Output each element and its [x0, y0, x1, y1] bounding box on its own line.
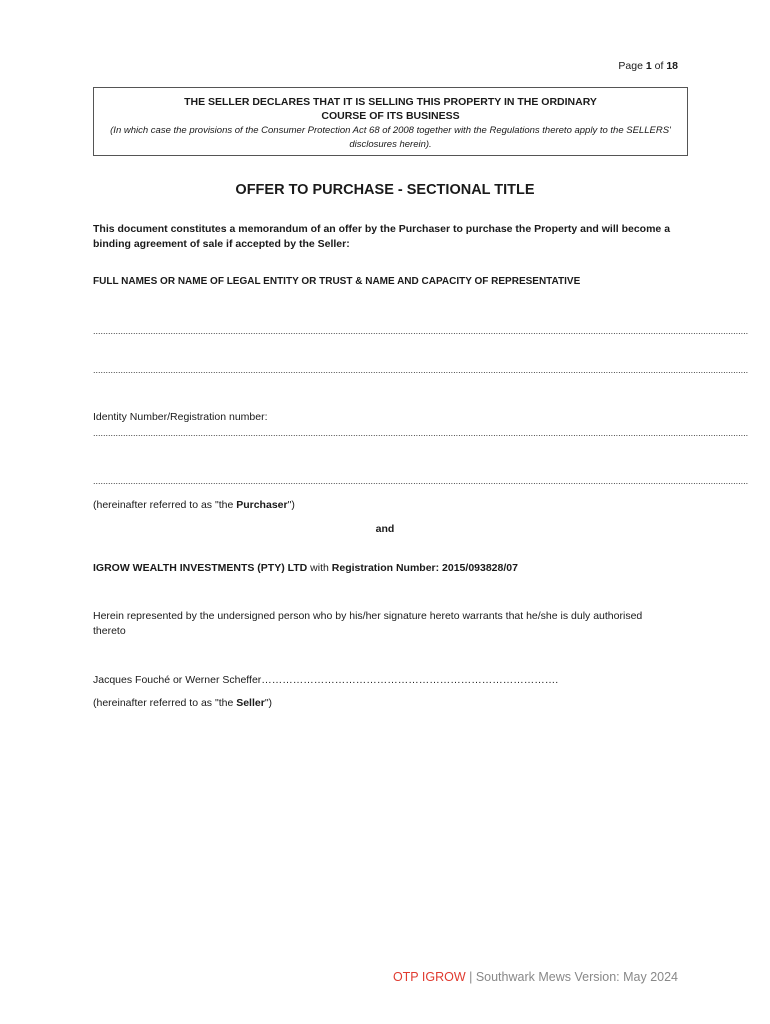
seller-with: with: [307, 562, 332, 574]
page-total: 18: [666, 60, 678, 72]
declaration-title: THE SELLER DECLARES THAT IT IS SELLING THIS PROPERTY IN THE ORDINARY COURSE OF ITS BUSINESS: [184, 96, 597, 122]
signatories-line[interactable]: Jacques Fouché or Werner Scheffer………………………………………………………………………….: [93, 674, 559, 686]
purchaser-prefix: (hereinafter referred to as "the: [93, 499, 237, 511]
seller-reference: [93, 696, 272, 711]
name-line-2[interactable]: ......................................................................................................................................................................................................................................................................: [93, 365, 749, 375]
document-title: OFFER TO PURCHASE - SECTIONAL TITLE: [235, 182, 535, 198]
intro-paragraph: This document constitutes a memorandum of an offer by the Purchaser to purchase the Property and will become a binding agreement of sale if accepted by the Seller:: [93, 223, 671, 250]
page-current: 1: [645, 60, 652, 72]
id-line-1[interactable]: ......................................................................................................................................................................................................................................................................: [93, 428, 749, 438]
page-of: of: [654, 60, 664, 72]
name-line-1[interactable]: ......................................................................................................................................................................................................................................................................: [93, 326, 749, 336]
id-label: Identity Number/Registration number:: [93, 411, 268, 423]
id-line-2[interactable]: ......................................................................................................................................................................................................................................................................: [93, 476, 749, 486]
page-number: [618, 60, 678, 72]
purchaser-suffix: "): [287, 499, 295, 511]
declaration-subtitle: (In which case the provisions of the Consumer Protection Act 68 of 2008 together with the Regulations thereto apply to the SELLERS' disclosures herein).: [110, 125, 671, 150]
seller-registration: Registration Number: 2015/093828/07: [331, 562, 518, 574]
seller-word: Seller: [236, 697, 265, 709]
and-separator: and: [375, 523, 395, 535]
footer-brand: OTP IGROW: [392, 970, 466, 984]
representation-text: Herein represented by the undersigned person who by his/her signature hereto warrants that he/she is duly authorised thereto: [93, 610, 643, 637]
seller-suffix: "): [264, 697, 273, 709]
seller-company: IGROW WEALTH INVESTMENTS (PTY) LTD: [93, 562, 308, 574]
seller-company-line: [93, 561, 518, 576]
page-prefix: Page: [618, 60, 643, 72]
names-heading: FULL NAMES OR NAME OF LEGAL ENTITY OR TRUST & NAME AND CAPACITY OF REPRESENTATIVE: [93, 276, 581, 287]
footer: [393, 970, 678, 984]
purchaser-word: Purchaser: [236, 499, 288, 511]
seller-declaration-box: [93, 87, 688, 156]
purchaser-reference: [93, 498, 295, 513]
seller-prefix: (hereinafter referred to as "the: [93, 697, 237, 709]
footer-version: | Southwark Mews Version: May 2024: [465, 970, 678, 984]
